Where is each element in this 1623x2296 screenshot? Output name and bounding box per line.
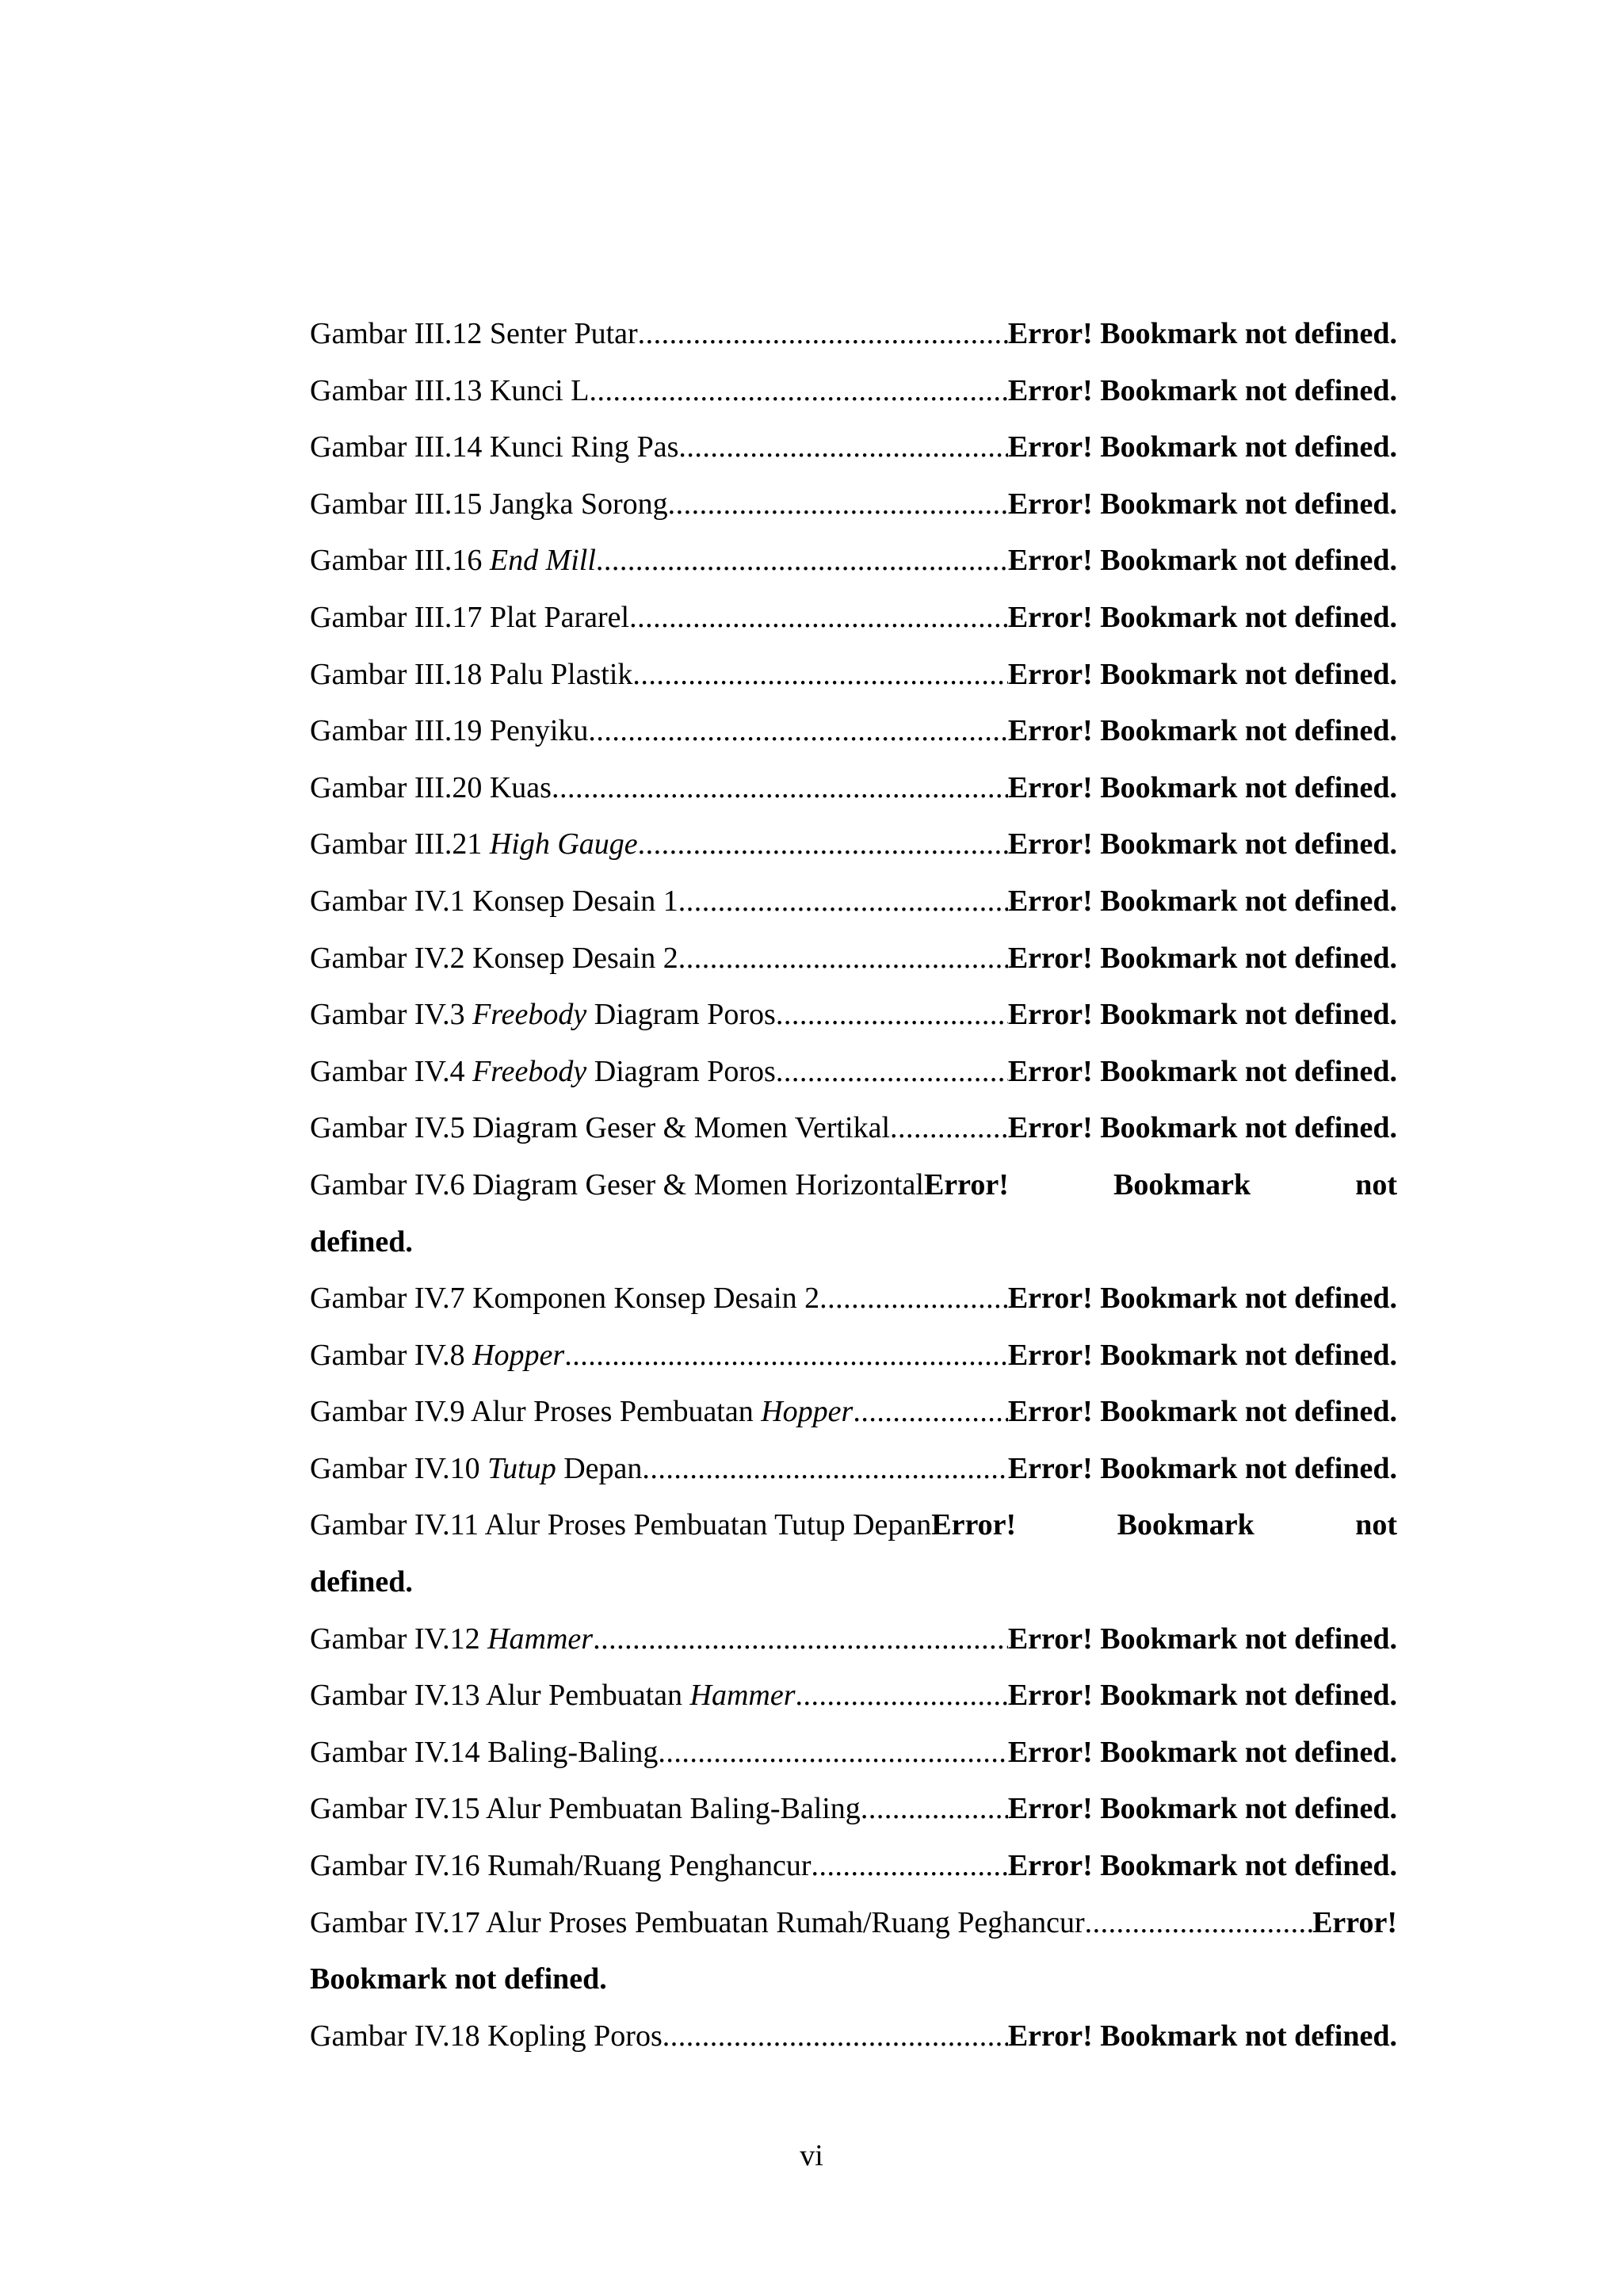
toc-entry-ref: Error! Bookmark not defined. [1007, 1338, 1397, 1372]
toc-entry-ref: Error! Bookmark not defined. [1007, 1622, 1397, 1656]
toc-entry-caption: Gambar IV.18 Kopling Poros [310, 2019, 663, 2053]
toc-entry-ref: Error! [1312, 1905, 1397, 1939]
toc-entry-caption: Gambar III.18 Palu Plastik [310, 657, 633, 691]
toc-entry-continuation: defined. [310, 1224, 413, 1259]
toc-entry-continuation: Bookmark not defined. [310, 1962, 607, 1996]
leader-dots [593, 1611, 1008, 1668]
leader-dots [638, 816, 1008, 873]
toc-entry-caption: Gambar III.16 End Mill [310, 544, 596, 578]
toc-entry-caption: Gambar IV.7 Komponen Konsep Desain 2 [310, 1282, 820, 1316]
toc-entry [310, 647, 1397, 704]
toc-entry-wrapped [310, 1157, 1397, 1214]
toc-entry-ref: Error! Bookmark not defined. [1007, 1735, 1397, 1769]
leader-dots [663, 2008, 1008, 2065]
toc-entry-ref: not [1355, 1167, 1398, 1201]
leader-dots [776, 1044, 1008, 1101]
toc-entry-ref: Error! Bookmark not defined. [1007, 487, 1397, 521]
toc-entry-caption: Gambar IV.3 Freebody Diagram Poros [310, 998, 776, 1032]
toc-entry-ref: Bookmark [1117, 1508, 1254, 1542]
toc-entry-ref: Error! Bookmark not defined. [1007, 373, 1397, 407]
toc-group [310, 1270, 1397, 1497]
page-number: vi [800, 2139, 823, 2172]
toc-entry-ref: Bookmark [1113, 1167, 1251, 1201]
toc-entry [310, 1781, 1397, 1838]
leader-dots [588, 703, 1007, 760]
leader-dots [853, 1384, 1007, 1441]
leader-dots [589, 363, 1007, 420]
leader-dots [678, 873, 1008, 930]
toc-entry-caption: Gambar III.15 Jangka Sorong [310, 487, 668, 521]
toc-entry [310, 1441, 1397, 1498]
toc-entry-caption: Gambar III.17 Plat Pararel [310, 600, 630, 634]
toc-entry [310, 1611, 1397, 1668]
leader-dots [638, 306, 1008, 363]
toc-group [310, 1611, 1397, 1895]
toc-entry [310, 703, 1397, 760]
toc-entry-caption: Gambar IV.12 Hammer [310, 1622, 594, 1656]
toc-entry [310, 987, 1397, 1044]
toc-entry-ref: Error! Bookmark not defined. [1007, 657, 1397, 691]
leader-dots [668, 476, 1008, 533]
toc-entry-caption: Gambar IV.5 Diagram Geser & Momen Vertikal [310, 1111, 891, 1145]
toc-entry-ref: Error! Bookmark not defined. [1007, 1849, 1397, 1883]
toc-entry [310, 533, 1397, 590]
toc-entry-ref: Error! Bookmark not defined. [1007, 714, 1397, 748]
toc-entry-caption: Gambar III.14 Kunci Ring Pas [310, 430, 679, 464]
toc-entry [310, 1838, 1397, 1895]
toc-entry-caption: Gambar III.20 Kuas [310, 770, 552, 804]
leader-dots [890, 1100, 1008, 1157]
toc-entry [310, 2008, 1397, 2065]
toc-entry-caption: Gambar IV.11 Alur Proses Pembuatan Tutup Depan [310, 1508, 932, 1542]
leader-dots [819, 1270, 1008, 1328]
toc-entry-ref: Error! Bookmark not defined. [1007, 317, 1397, 350]
toc-entry-ref: Error! Bookmark not defined. [1007, 1792, 1397, 1826]
toc-entry-ref: Error! Bookmark not defined. [1007, 1054, 1397, 1088]
leader-dots [629, 590, 1008, 647]
toc-entry-caption: Gambar IV.10 Tutup Depan [310, 1451, 643, 1485]
toc-entry-ref: Error! Bookmark not defined. [1007, 430, 1397, 464]
toc-entry [310, 476, 1397, 533]
leader-dots [564, 1328, 1008, 1385]
toc-entry-ref: Error! Bookmark not defined. [1007, 1395, 1397, 1429]
leader-dots [1085, 1895, 1312, 1952]
toc-entry [310, 930, 1397, 988]
toc-entry-ref: not [1355, 1508, 1398, 1542]
toc-entry-ref: Error! Bookmark not defined. [1007, 1679, 1397, 1713]
toc-entry-caption: Gambar IV.6 Diagram Geser & Momen Horizontal [310, 1167, 924, 1201]
toc-entry-caption: Gambar IV.2 Konsep Desain 2 [310, 941, 678, 975]
toc-entry-ref: Error! [931, 1508, 1017, 1542]
toc-group [310, 2008, 1397, 2065]
toc-entry [310, 590, 1397, 647]
leader-dots [658, 1725, 1007, 1782]
toc-entry-ref: Error! Bookmark not defined. [1007, 1451, 1397, 1485]
toc-entry-caption: Gambar III.19 Penyiku [310, 714, 589, 748]
toc-entry-wrapped [310, 1497, 1397, 1554]
toc-entry [310, 1384, 1397, 1441]
toc-entry-ref: Error! Bookmark not defined. [1007, 1111, 1397, 1145]
toc-entry-caption: Gambar III.13 Kunci L [310, 373, 590, 407]
toc-entry [310, 873, 1397, 930]
leader-dots [678, 930, 1008, 988]
leader-dots [632, 647, 1007, 704]
toc-group [310, 306, 1397, 1157]
toc-entry-ref: Error! Bookmark not defined. [1007, 544, 1397, 578]
toc-entry-ref: Error! [923, 1167, 1009, 1201]
toc-entry [310, 816, 1397, 873]
toc-entry-ref: Error! Bookmark not defined. [1007, 998, 1397, 1032]
toc-entry [310, 1725, 1397, 1782]
toc-entry-continuation: defined. [310, 1565, 413, 1599]
toc-entry-caption: Gambar IV.15 Alur Pembuatan Baling-Baling [310, 1792, 861, 1826]
toc-entry-caption: Gambar IV.4 Freebody Diagram Poros [310, 1054, 776, 1088]
toc-entry-ref: Error! Bookmark not defined. [1007, 884, 1397, 918]
toc-entry [310, 1100, 1397, 1157]
leader-dots [642, 1441, 1007, 1498]
toc-entry-ref: Error! Bookmark not defined. [1007, 1282, 1397, 1316]
leader-dots [812, 1838, 1008, 1895]
toc-entry [310, 1044, 1397, 1101]
toc-entry-ref: Error! Bookmark not defined. [1007, 2019, 1397, 2053]
leader-dots [596, 533, 1008, 590]
toc-entry [310, 1328, 1397, 1385]
leader-dots [678, 419, 1007, 476]
toc-entry-wrapped [310, 1895, 1397, 1952]
toc-entry-ref: Error! Bookmark not defined. [1007, 770, 1397, 804]
toc-entry-caption: Gambar IV.16 Rumah/Ruang Penghancur [310, 1849, 812, 1883]
leader-dots [861, 1781, 1008, 1838]
toc-entry-caption: Gambar IV.9 Alur Proses Pembuatan Hopper [310, 1395, 854, 1429]
leader-dots [776, 987, 1008, 1044]
list-of-figures [310, 306, 1397, 2065]
toc-entry-caption: Gambar IV.8 Hopper [310, 1338, 565, 1372]
toc-entry-caption: Gambar III.12 Senter Putar [310, 317, 638, 350]
toc-entry [310, 306, 1397, 363]
toc-entry [310, 1668, 1397, 1725]
toc-entry-caption: Gambar III.21 High Gauge [310, 827, 638, 861]
toc-entry [310, 419, 1397, 476]
leader-dots [552, 760, 1008, 817]
toc-entry-caption: Gambar IV.13 Alur Pembuatan Hammer [310, 1679, 796, 1713]
toc-entry [310, 760, 1397, 817]
toc-entry-caption: Gambar IV.17 Alur Proses Pembuatan Rumah/Ruang Peghancur [310, 1905, 1085, 1939]
toc-entry-ref: Error! Bookmark not defined. [1007, 941, 1397, 975]
toc-entry-ref: Error! Bookmark not defined. [1007, 827, 1397, 861]
toc-entry-caption: Gambar IV.1 Konsep Desain 1 [310, 884, 678, 918]
toc-entry [310, 363, 1397, 420]
toc-entry-caption: Gambar IV.14 Baling-Baling [310, 1735, 659, 1769]
toc-entry-ref: Error! Bookmark not defined. [1007, 600, 1397, 634]
toc-entry [310, 1270, 1397, 1328]
leader-dots [796, 1668, 1008, 1725]
